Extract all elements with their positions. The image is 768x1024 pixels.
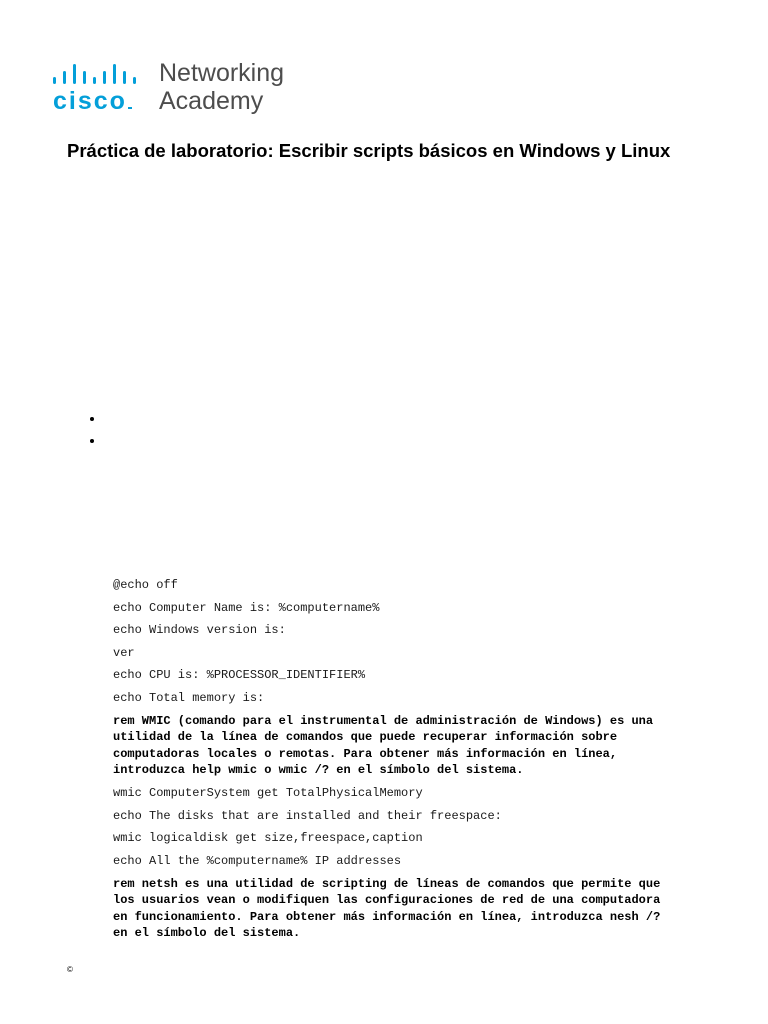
script-line: wmic logicaldisk get size,freespace,caption	[113, 831, 423, 846]
script-line: echo The disks that are installed and their freespace:	[113, 808, 502, 823]
logo-academy-text: Academy	[159, 87, 264, 115]
script-comment-netsh: rem netsh es una utilidad de scripting de líneas de comandos que permite que los usuarios vean o modifiquen las configuraciones de red de una computadora en funcionamiento. Para obtener más información en línea, introduzca nesh /? en el símbolo del sistema.	[113, 877, 661, 941]
cisco-wordmark: cisco	[53, 87, 132, 116]
logo-networking-text: Networking	[159, 59, 285, 87]
page-title: Práctica de laboratorio: Escribir scripts básicos en Windows y Linux	[67, 140, 671, 161]
copyright-symbol: ©	[67, 965, 73, 974]
cisco-networking-academy-logo	[52, 58, 312, 118]
script-line: wmic ComputerSystem get TotalPhysicalMemory	[113, 786, 423, 801]
script-line: @echo off	[113, 578, 178, 592]
script-line: echo Windows version is:	[113, 623, 286, 637]
script-line: echo Computer Name is: %computername%	[113, 600, 380, 615]
list-item	[88, 432, 108, 454]
bullet-list	[88, 410, 108, 454]
script-line: echo CPU is: %PROCESSOR_IDENTIFIER%	[113, 668, 366, 682]
script-line: echo Total memory is:	[113, 690, 265, 705]
script-line: ver	[113, 645, 135, 660]
batch-script-block	[113, 577, 713, 948]
script-line: echo All the %computername% IP addresses	[113, 853, 402, 868]
cisco-bars-icon	[52, 62, 148, 84]
list-item	[88, 410, 108, 432]
script-comment-wmic: rem WMIC (comando para el instrumental de administración de Windows) es una utilidad de la línea de comandos que puede recuperar información sobre computadoras locales o remotas. Para obtener más información en línea, introduzca help wmic o wmic /? en el símbolo del sistema.	[113, 714, 654, 777]
